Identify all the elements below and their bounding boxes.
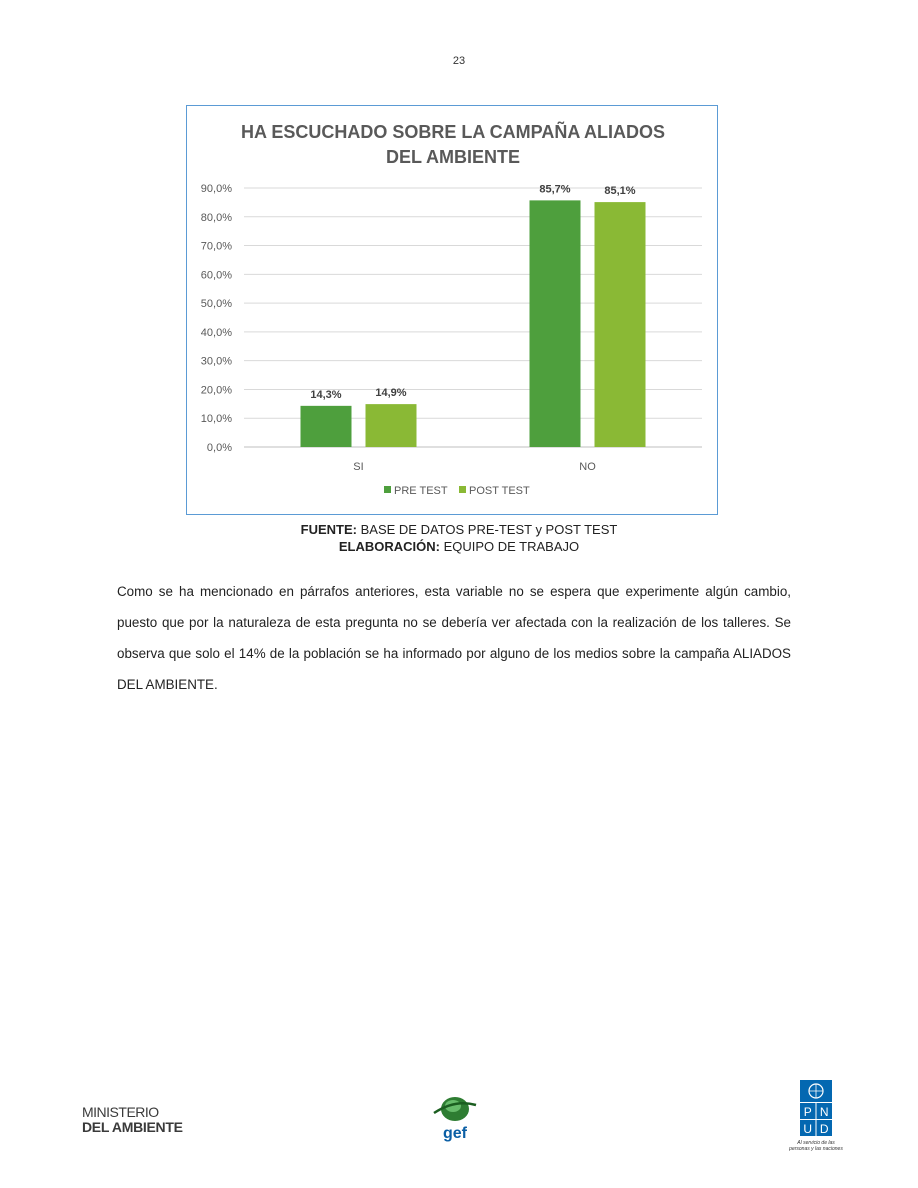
y-tick-label: 20,0% — [200, 384, 232, 397]
y-tick-label: 40,0% — [200, 326, 232, 339]
legend-label: PRE TEST — [394, 485, 448, 497]
undp-logo — [800, 1080, 832, 1136]
body-paragraph: Como se ha mencionado en párrafos anteriores, esta variable no se espera que experimente algún cambio, puesto que por la naturaleza de esta pregunta no se debería ver afectada con la realización de los talleres. Se observa que solo el 14% de la población se ha informado por alguno de los medios sobre la campaña ALIADOS DEL AMBIENTE. — [117, 584, 791, 692]
bar — [595, 202, 646, 447]
x-tick-label: NO — [579, 461, 596, 473]
source-label: FUENTE: — [300, 522, 358, 537]
data-label: 85,7% — [539, 183, 571, 196]
elaboration-text: EQUIPO DE TRABAJO — [439, 539, 580, 554]
y-tick-label: 0,0% — [206, 442, 232, 454]
bar — [530, 200, 581, 447]
ministry-logo-line-1: MINISTERIO — [82, 1104, 159, 1120]
elaboration-label: ELABORACIÓN: — [338, 539, 440, 554]
ministry-logo — [82, 1105, 222, 1135]
source-line — [0, 521, 918, 538]
chart-title-line-2: DEL AMBIENTE — [385, 147, 520, 167]
y-tick-label: 70,0% — [200, 240, 232, 253]
bar — [366, 404, 417, 447]
undp-letter-n: N — [819, 1105, 829, 1119]
ministry-logo-line-2: DEL AMBIENTE — [82, 1119, 183, 1135]
chart-title-line-1: HA ESCUCHADO SOBRE LA CAMPAÑA ALIADOS — [240, 122, 665, 142]
legend-label: POST TEST — [469, 485, 530, 497]
elaboration-line — [0, 538, 918, 555]
undp-letter-u: U — [803, 1122, 813, 1136]
y-tick-label: 30,0% — [200, 355, 232, 368]
x-tick-label: SI — [353, 461, 364, 473]
page-number: 23 — [452, 55, 466, 67]
undp-letter-p: P — [803, 1105, 812, 1119]
bar — [301, 406, 352, 447]
legend-swatch — [384, 486, 391, 493]
data-label: 14,9% — [375, 387, 407, 400]
data-label: 14,3% — [310, 388, 342, 401]
chart-source — [0, 521, 918, 555]
undp-letter-d: D — [819, 1122, 829, 1136]
chart-container — [186, 105, 718, 515]
y-tick-label: 90,0% — [200, 183, 232, 195]
source-text: BASE DE DATOS PRE-TEST y POST TEST — [357, 522, 618, 537]
gef-logo — [430, 1093, 480, 1143]
y-tick-label: 50,0% — [200, 298, 232, 311]
y-tick-label: 10,0% — [200, 413, 232, 426]
y-tick-label: 80,0% — [200, 211, 232, 224]
gef-logo-text: gef — [443, 1125, 467, 1142]
undp-tagline: Al servicio de las personas y las naciones — [789, 1140, 843, 1152]
y-tick-label: 60,0% — [200, 269, 232, 282]
legend-swatch — [459, 486, 466, 493]
bar-chart — [187, 106, 719, 516]
data-label: 85,1% — [604, 185, 636, 198]
